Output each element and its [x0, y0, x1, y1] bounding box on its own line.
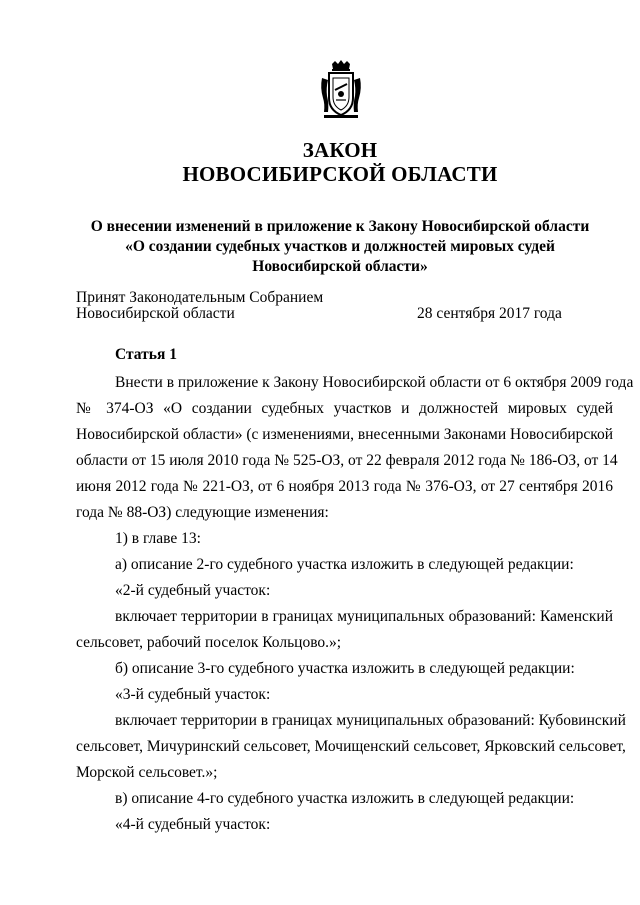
paragraph-line: Новосибирской области» (с изменениями, внесенными Законами Новосибирской	[76, 426, 614, 443]
adoption-line: Принят Законодательным Собранием	[76, 289, 324, 306]
paragraph-line: Внести в приложение к Закону Новосибирской области от 6 октября 2009 года	[115, 374, 634, 391]
quoted-heading: «2-й судебный участок:	[115, 582, 271, 599]
list-item: 1) в главе 13:	[115, 530, 201, 547]
quoted-heading: «3-й судебный участок:	[115, 686, 271, 703]
document-subtitle: О внесении изменений в приложение к Закону Новосибирской области	[90, 218, 590, 235]
paragraph-line: Морской сельсовет.»;	[76, 764, 218, 781]
coat-of-arms-icon	[318, 60, 364, 120]
paragraph-line: включает территории в границах муниципальных образований: Каменский	[115, 608, 613, 625]
document-subtitle: Новосибирской области»	[252, 258, 428, 275]
document-subtitle: «О создании судебных участков и должностей мировых судей	[125, 238, 555, 255]
list-item: в) описание 4-го судебного участка изложить в следующей редакции:	[115, 790, 575, 807]
paragraph-line: включает территории в границах муниципальных образований: Кубовинский	[115, 712, 626, 729]
article-heading: Статья 1	[115, 346, 177, 363]
paragraph-line: года № 88-ОЗ) следующие изменения:	[76, 504, 329, 521]
paragraph-line: области от 15 июля 2010 года № 525-ОЗ, от 22 февраля 2012 года № 186-ОЗ, от 14	[76, 452, 618, 469]
quoted-heading: «4-й судебный участок:	[115, 816, 271, 833]
paragraph-line: № 374-ОЗ «О создании судебных участков и должностей мировых судей	[76, 400, 613, 417]
document-title: ЗАКОН	[302, 138, 378, 162]
list-item: а) описание 2-го судебного участка изложить в следующей редакции:	[115, 556, 574, 573]
adoption-date: 28 сентября 2017 года	[417, 305, 562, 322]
paragraph-line: сельсовет, рабочий поселок Кольцово.»;	[76, 634, 342, 651]
paragraph-line: сельсовет, Мичуринский сельсовет, Мочищенский сельсовет, Ярковский сельсовет,	[76, 738, 626, 755]
paragraph-line: июня 2012 года № 221-ОЗ, от 6 ноября 2013 года № 376-ОЗ, от 27 сентября 2016	[76, 478, 613, 495]
list-item: б) описание 3-го судебного участка изложить в следующей редакции:	[115, 660, 575, 677]
adoption-line: Новосибирской области	[76, 305, 235, 322]
document-title-region: НОВОСИБИРСКОЙ ОБЛАСТИ	[182, 162, 498, 186]
